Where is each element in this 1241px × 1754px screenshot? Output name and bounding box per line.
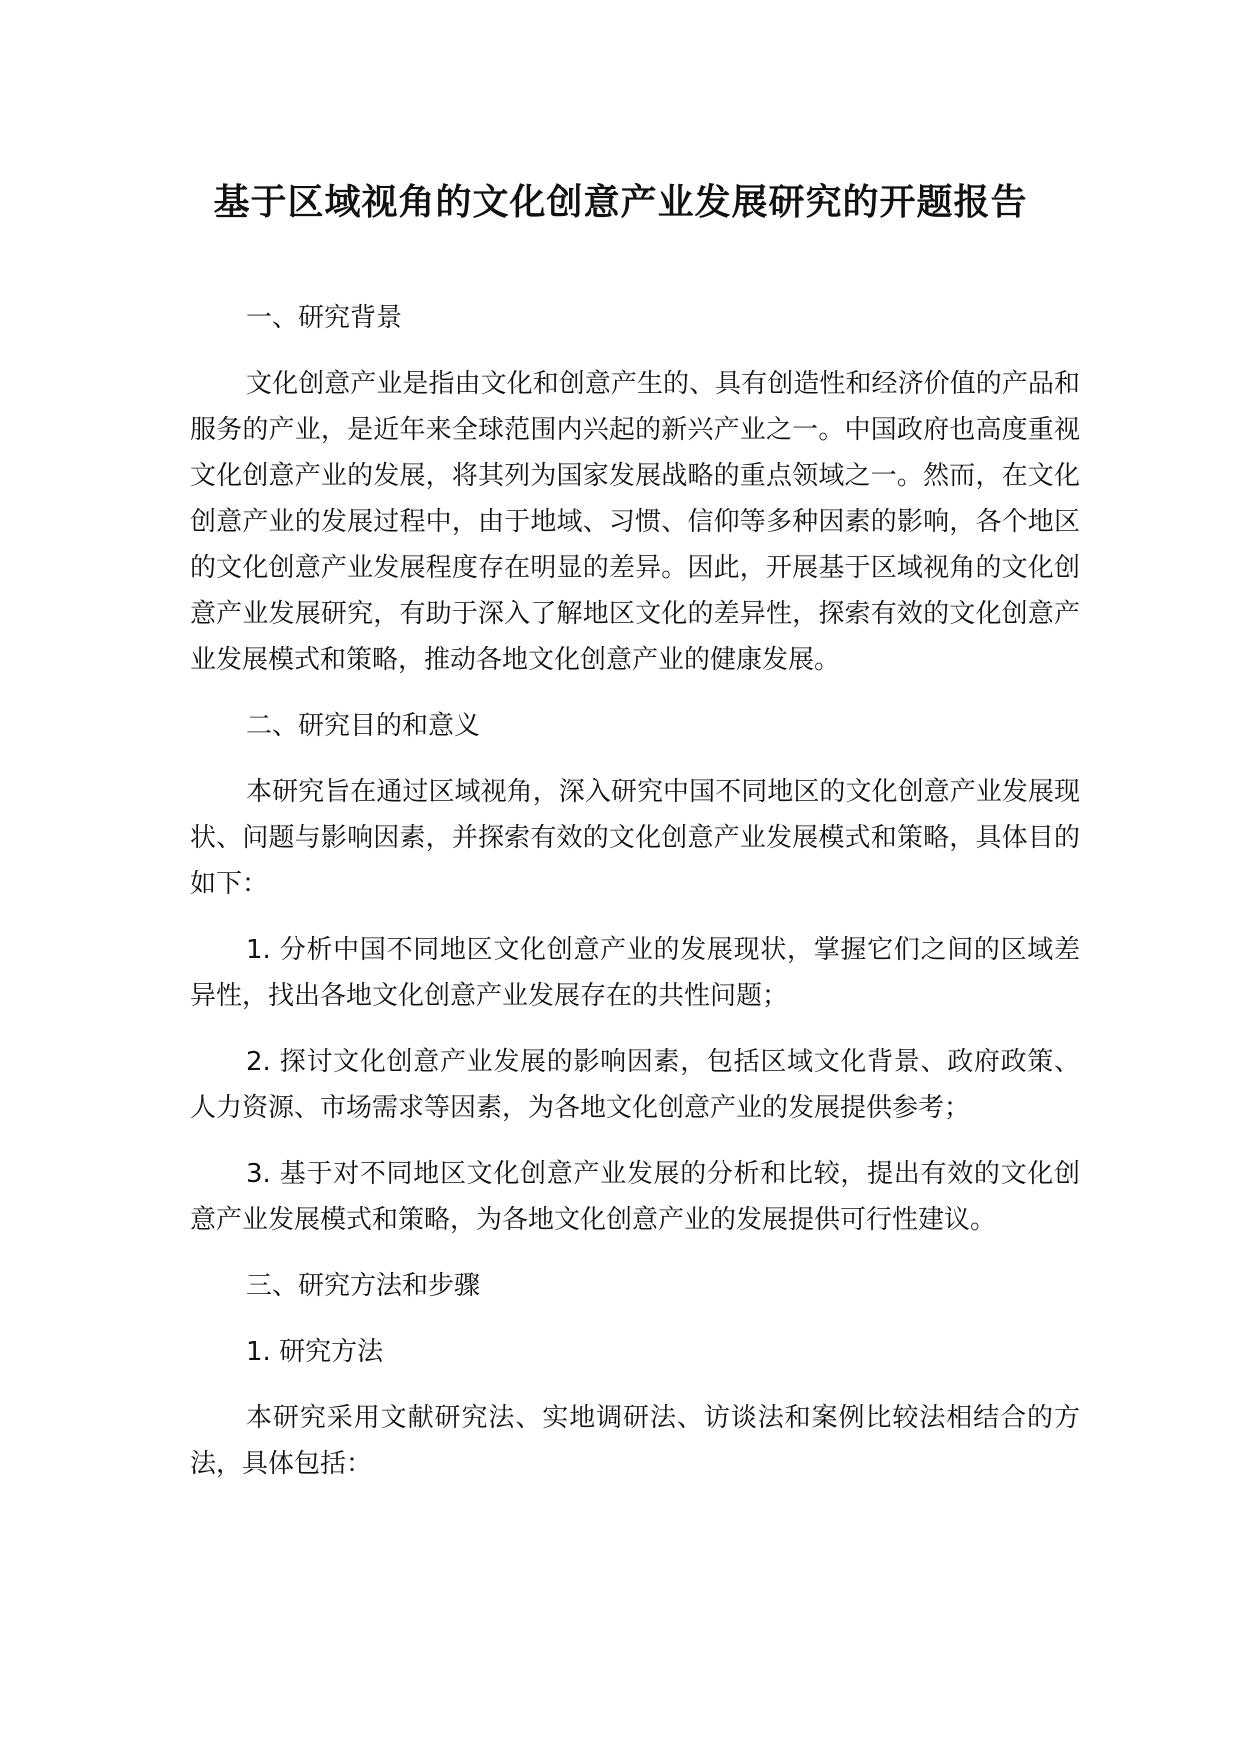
list-item-purpose-1: 1. 分析中国不同地区文化创意产业的发展现状，掌握它们之间的区域差异性，找出各地文化创意产业发展存在的共性问题； (190, 935, 1080, 1011)
list-item-purpose-2: 2. 探讨文化创意产业发展的影响因素，包括区域文化背景、政府政策、人力资源、市场需求等因素，为各地文化创意产业的发展提供参考； (190, 1047, 1080, 1123)
section-heading-methods: 三、研究方法和步骤 (246, 1271, 481, 1301)
section-heading-purpose: 二、研究目的和意义 (246, 711, 481, 741)
subheading-methods: 1. 研究方法 (246, 1337, 384, 1367)
document-body (190, 295, 1080, 1507)
list-item-purpose-3: 3. 基于对不同地区文化创意产业发展的分析和比较，提出有效的文化创意产业发展模式和策略，为各地文化创意产业的发展提供可行性建议。 (190, 1159, 1080, 1235)
document-title: 基于区域视角的文化创意产业发展研究的开题报告 (213, 182, 1028, 223)
paragraph-background: 文化创意产业是指由文化和创意产生的、具有创造性和经济价值的产品和服务的产业，是近年来全球范围内兴起的新兴产业之一。中国政府也高度重视文化创意产业的发展，将其列为国家发展战略的重点领域之一。然而，在文化创意产业的发展过程中，由于地域、习惯、信仰等多种因素的影响，各个地区的文化创意产业发展程度存在明显的差异。因此，开展基于区域视角的文化创意产业发展研究，有助于深入了解地区文化的差异性，探索有效的文化创意产业发展模式和策略，推动各地文化创意产业的健康发展。 (190, 369, 1080, 675)
paragraph-purpose-intro: 本研究旨在通过区域视角，深入研究中国不同地区的文化创意产业发展现状、问题与影响因素，并探索有效的文化创意产业发展模式和策略，具体目的如下： (190, 777, 1080, 899)
paragraph-methods: 本研究采用文献研究法、实地调研法、访谈法和案例比较法相结合的方法，具体包括： (190, 1403, 1080, 1479)
section-heading-background: 一、研究背景 (246, 303, 403, 333)
